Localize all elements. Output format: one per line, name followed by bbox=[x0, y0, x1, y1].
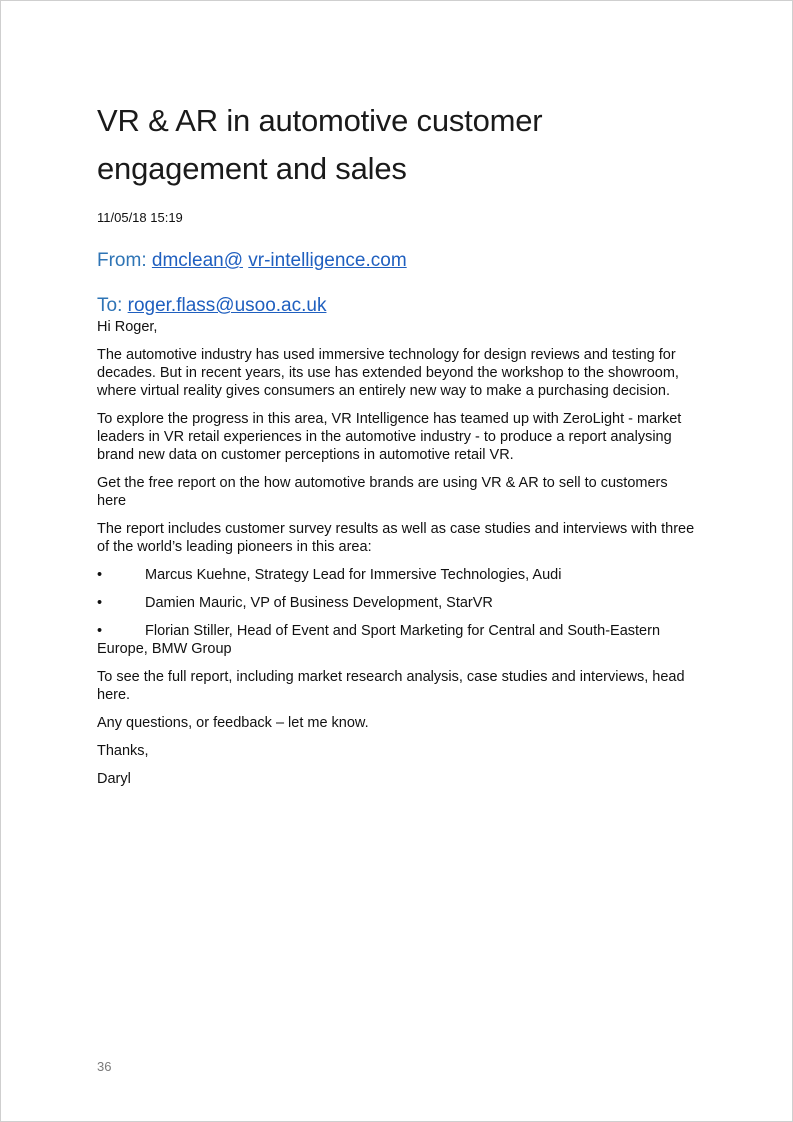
bullet-item bbox=[97, 594, 697, 612]
bullet-mark: • bbox=[97, 595, 103, 611]
body-paragraph: Get the free report on the how automotive brands are using VR & AR to sell to customers here bbox=[97, 475, 668, 509]
greeting: Hi Roger, bbox=[97, 319, 158, 335]
email-content bbox=[97, 97, 697, 798]
bullet-mark: • bbox=[97, 567, 103, 583]
bullet-item bbox=[97, 566, 697, 584]
from-address-link-1[interactable]: dmclean@ bbox=[151, 250, 243, 271]
closing-paragraph: Any questions, or feedback – let me know. bbox=[97, 715, 369, 731]
body-paragraph: The automotive industry has used immersive technology for design reviews and testing for decades. But in recent years, its use has extended beyond the workshop to the showroom, where virtual reality gives consumers an entirely new way to make a purchasing decision. bbox=[97, 347, 679, 399]
title-line-1: VR & AR in automotive customer bbox=[97, 103, 543, 138]
bullet-text: Florian Stiller, Head of Event and Sport Marketing for Central and South-Eastern Europe, BMW Group bbox=[97, 623, 661, 657]
to-line bbox=[97, 294, 697, 318]
body-paragraph: The report includes customer survey results as well as case studies and interviews with three of the world’s leading pioneers in this area: bbox=[97, 521, 695, 555]
bullet-text: Marcus Kuehne, Strategy Lead for Immersive Technologies, Audi bbox=[145, 567, 562, 583]
from-line bbox=[97, 249, 697, 273]
to-label: To: bbox=[97, 295, 128, 316]
title-line-2: engagement and sales bbox=[97, 151, 407, 186]
email-datetime: 11/05/18 15:19 bbox=[97, 210, 183, 225]
email-subject-title bbox=[97, 97, 697, 193]
bullet-mark: • bbox=[97, 623, 103, 639]
closing-paragraph: To see the full report, including market research analysis, case studies and interviews, head here. bbox=[97, 669, 685, 703]
closing-paragraph: Thanks, bbox=[97, 743, 149, 759]
to-address-link[interactable]: roger.flass@usoo.ac.uk bbox=[127, 295, 327, 316]
bullet-item bbox=[97, 622, 697, 658]
from-address-link-2[interactable]: vr-intelligence.com bbox=[248, 250, 407, 271]
email-body bbox=[97, 318, 697, 788]
from-label: From: bbox=[97, 250, 152, 271]
page-number: 36 bbox=[97, 1059, 112, 1074]
body-paragraph: To explore the progress in this area, VR Intelligence has teamed up with ZeroLight - market leaders in VR retail experiences in the automotive industry - to produce a report analysing brand new data on customer perceptions in automotive retail VR. bbox=[97, 411, 682, 463]
signature: Daryl bbox=[97, 771, 131, 787]
bullet-text: Damien Mauric, VP of Business Development, StarVR bbox=[145, 595, 493, 611]
